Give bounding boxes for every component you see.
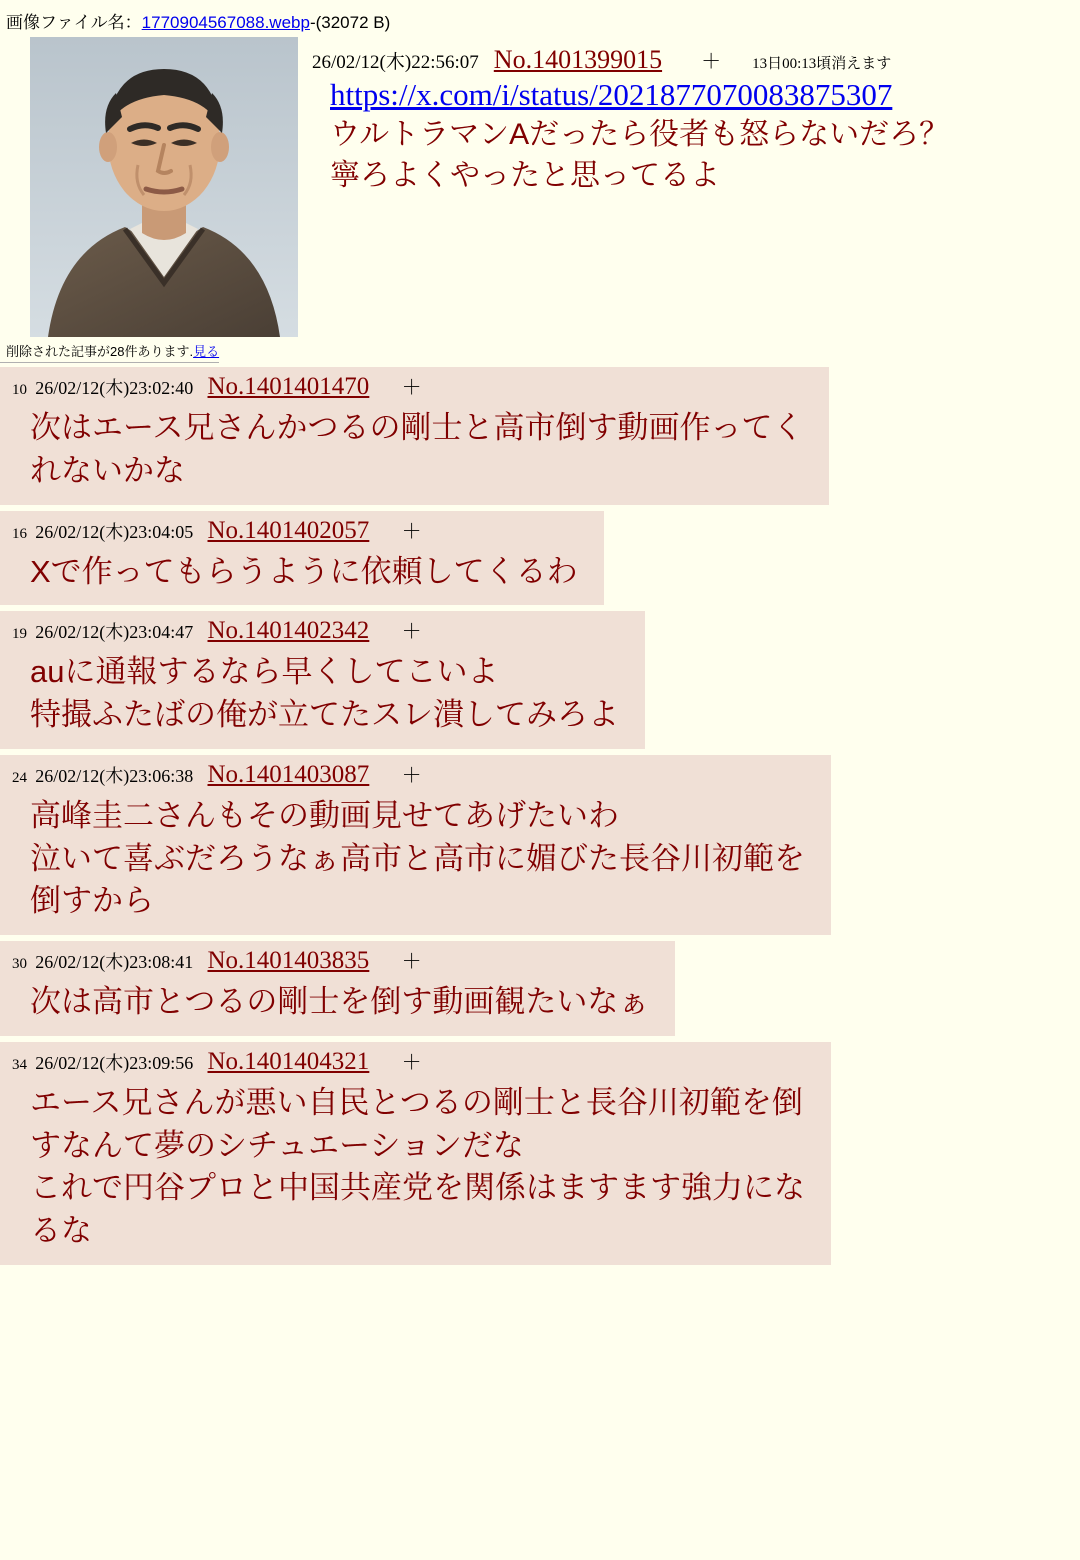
reply-body-block	[0, 755, 831, 935]
reply-text	[2, 545, 588, 594]
reply-text-line: 高峰圭二さんもその動画見せてあげたいわ	[30, 797, 619, 833]
reply-text-line: 倒すから	[30, 883, 154, 919]
reply-text	[2, 1076, 815, 1253]
op-expire-notice: 13日00:13頃消えます	[752, 56, 892, 72]
reply-header	[2, 513, 588, 545]
file-info-label: 画像ファイル名：	[6, 13, 142, 32]
reply-index: 10	[12, 382, 27, 398]
op-text-line: ウルトラマンAだったら役者も怒らないだろ？	[330, 118, 950, 152]
post-thumbnail[interactable]	[30, 37, 298, 337]
reply-expand-button[interactable]: ＋	[401, 951, 422, 974]
op-expand-button[interactable]: ＋	[701, 51, 722, 73]
reply-expand-button[interactable]: ＋	[401, 621, 422, 644]
reply-index: 16	[12, 525, 27, 542]
reply-expand-button[interactable]: ＋	[401, 764, 422, 787]
reply-index: 19	[12, 626, 27, 643]
reply-date: 26/02/12(木)23:02:40	[35, 378, 194, 398]
reply-text-line: 泣いて喜ぶだろうなぁ高市と高市に媚びた長谷川初範を	[30, 840, 805, 876]
reply-text-line: すなんて夢のシチュエーションだな	[30, 1127, 524, 1163]
reply-body-block	[0, 367, 829, 505]
reply-text	[2, 645, 629, 737]
reply-text-line: エース兄さんが悪い自民とつるの剛士と長谷川初範を倒	[30, 1084, 803, 1120]
reply-post-number[interactable]: No.1401403835	[207, 947, 370, 975]
reply-header	[2, 369, 813, 401]
reply-text	[2, 789, 815, 923]
reply-header	[2, 1044, 815, 1076]
op-date: 26/02/12(木)22:56:07	[312, 52, 479, 73]
reply-header	[2, 943, 659, 975]
deleted-records-text: 削除された記事が28件あります.	[6, 344, 194, 359]
reply-text-line: 次はエース兄さんかつるの剛士と高市倒す動画作ってく	[30, 410, 804, 445]
reply-post	[0, 941, 1080, 1036]
op-link[interactable]: https://x.com/i/status/2021877070083875307	[330, 77, 893, 112]
reply-date: 26/02/12(木)23:06:38	[35, 765, 194, 786]
reply-expand-button[interactable]: ＋	[401, 1051, 422, 1074]
reply-text-line: Xで作ってもらうように依頼してくるわ	[30, 553, 578, 589]
reply-post	[0, 367, 1080, 505]
reply-text-line: これで円谷プロと中国共産党を関係はますます強力にな	[30, 1170, 805, 1206]
reply-text	[2, 401, 813, 493]
reply-post-number[interactable]: No.1401404321	[207, 1047, 370, 1075]
reply-date: 26/02/12(木)23:09:56	[35, 1052, 194, 1073]
reply-post-number[interactable]: No.1401401470	[207, 373, 370, 400]
reply-index: 24	[12, 769, 27, 786]
reply-body-block	[0, 511, 604, 606]
reply-body-block	[0, 1042, 831, 1265]
reply-post	[0, 511, 1080, 606]
reply-text-line: るな	[30, 1213, 92, 1249]
reply-post-number[interactable]: No.1401402057	[207, 516, 370, 544]
file-size: -(32072 B)	[309, 13, 391, 32]
reply-post-number[interactable]: No.1401403087	[207, 760, 370, 788]
reply-text-line: auに通報するなら早くしてこいよ	[30, 654, 499, 690]
reply-date: 26/02/12(木)23:04:47	[35, 622, 194, 643]
reply-text	[2, 975, 659, 1024]
reply-header	[2, 757, 815, 789]
deleted-notice-wrap	[0, 339, 1080, 367]
reply-date: 26/02/12(木)23:08:41	[35, 952, 194, 973]
reply-body-block	[0, 941, 675, 1036]
reply-expand-button[interactable]: ＋	[401, 377, 422, 399]
reply-post-number[interactable]: No.1401402342	[207, 617, 370, 645]
reply-header	[2, 613, 629, 645]
original-post	[0, 37, 1080, 337]
reply-index: 30	[12, 956, 27, 973]
file-info-line	[0, 0, 1080, 37]
reply-index: 34	[12, 1056, 27, 1073]
op-body	[330, 75, 1080, 196]
reply-expand-button[interactable]: ＋	[401, 520, 422, 543]
reply-date: 26/02/12(木)23:04:05	[35, 521, 194, 542]
reply-text-line: 特撮ふたばの俺が立てたスレ潰してみろよ	[30, 697, 619, 733]
deleted-records-notice	[0, 339, 219, 363]
reply-post	[0, 611, 1080, 749]
reply-text-line: 次は高市とつるの剛士を倒す動画観たいなぁ	[30, 984, 650, 1020]
thumbnail-image	[30, 37, 298, 337]
deleted-records-view-link[interactable]: 見る	[193, 344, 220, 359]
reply-post	[0, 1042, 1080, 1265]
op-text-line: 寧ろよくやったと思ってるよ	[330, 158, 720, 192]
reply-body-block	[0, 611, 645, 749]
file-name-link[interactable]: 1770904567088.webp	[141, 13, 310, 32]
reply-post	[0, 755, 1080, 935]
reply-text-line: れないかな	[30, 452, 185, 488]
op-post-number[interactable]: No.1401399015	[493, 45, 663, 74]
